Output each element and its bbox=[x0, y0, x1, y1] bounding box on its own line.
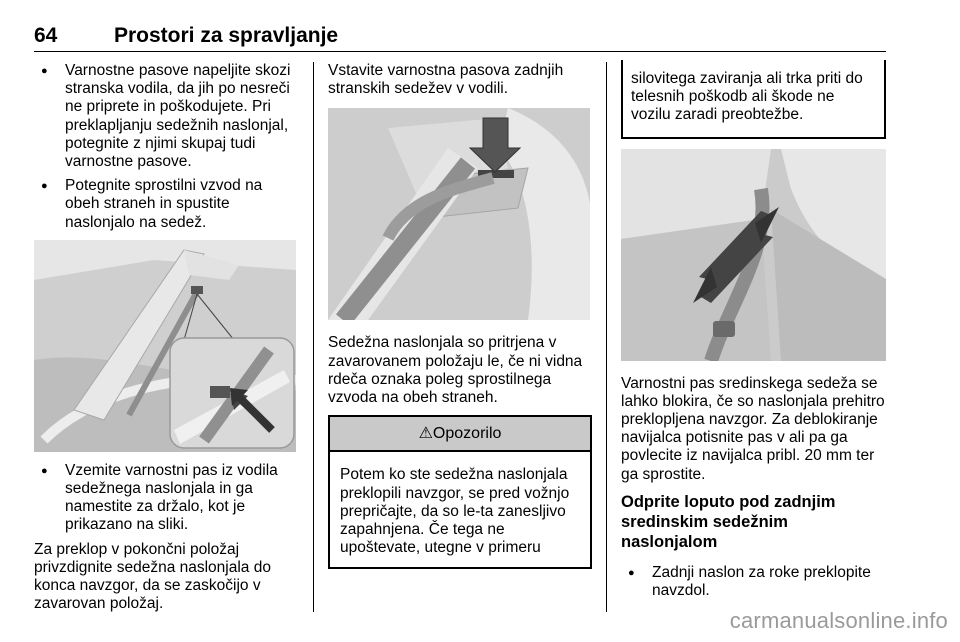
watermark: carmanualsonline.info bbox=[729, 608, 948, 633]
warning-icon: ⚠ bbox=[418, 425, 433, 443]
list-item: ● Zadnji naslon za roke preklopite navzdol. bbox=[621, 564, 886, 600]
warning-continued: silovitega zaviranja ali trka priti do telesnih poškodb ali škode ne vozilu zaradi preobtežbe. bbox=[621, 60, 886, 139]
paragraph: Vstavite varnostna pasova zadnjih stranskih sedežev v vodili. bbox=[328, 62, 564, 98]
belt-guide-image bbox=[328, 108, 590, 320]
warning-text: Potem ko ste sedežna naslonjala preklopili navzgor, se pred vožnjo prepričajte, da so le-ta zanesljivo zapahnjena. Če tega ne upoštevate, utegne v primeru bbox=[340, 466, 570, 557]
list-item: ● Varnostne pasove napeljite skozi stranska vodila, da jih po nesreči ne priprete in poškodujete. Pri preklapljanju sedežnih naslonjal, potegnite z njimi skupaj tudi varnostne pasove. bbox=[34, 62, 296, 171]
column-middle bbox=[328, 62, 592, 569]
list-item: ● Vzemite varnostni pas iz vodila sedežnega naslonjala in ga namestite za držalo, kot je prikazano na sliki. bbox=[34, 462, 296, 535]
center-belt-illustration bbox=[621, 149, 886, 361]
section-heading: Odprite loputo pod zadnjim sredinskim sedežnim naslonjalom bbox=[621, 492, 836, 551]
page-number: 64 bbox=[34, 24, 58, 47]
paragraph: Sedežna naslonjala so pritrjena v zavarovanem položaju le, če ni vidna rdeča oznaka poleg sprostilnega vzvoda na obeh straneh. bbox=[328, 334, 583, 407]
column-divider bbox=[606, 62, 607, 612]
warning-box bbox=[328, 415, 592, 569]
belt-guide-illustration bbox=[328, 108, 590, 320]
paragraph: Za preklop v pokončni položaj privzdignite sedežna naslonjala do konca navzgor, da se zaskočijo v zavarovan položaj. bbox=[34, 540, 271, 613]
list-item: ● Potegnite sprostilni vzvod na obeh straneh in spustite naslonjalo na sedež. bbox=[34, 177, 296, 232]
column-right bbox=[621, 62, 886, 606]
seat-release-lever-image bbox=[34, 240, 296, 452]
seat-release-lever-illustration bbox=[34, 240, 296, 452]
chapter-title: Prostori za spravljanje bbox=[114, 24, 339, 47]
column-left bbox=[34, 62, 296, 619]
page-header bbox=[34, 24, 886, 52]
warning-title: Opozorilo bbox=[432, 425, 502, 443]
warning-header bbox=[330, 417, 590, 452]
paragraph: Varnostni pas sredinskega sedeža se lahko blokira, če so naslonjala prehitro preklopljena navzgor. Za deblokiranje navijalca potisnite pas v ali pa ga povlecite iz navijalca pribl. 20 mm ter ga sprostite. bbox=[621, 374, 885, 483]
column-divider bbox=[313, 62, 314, 612]
center-belt-image bbox=[621, 149, 886, 361]
